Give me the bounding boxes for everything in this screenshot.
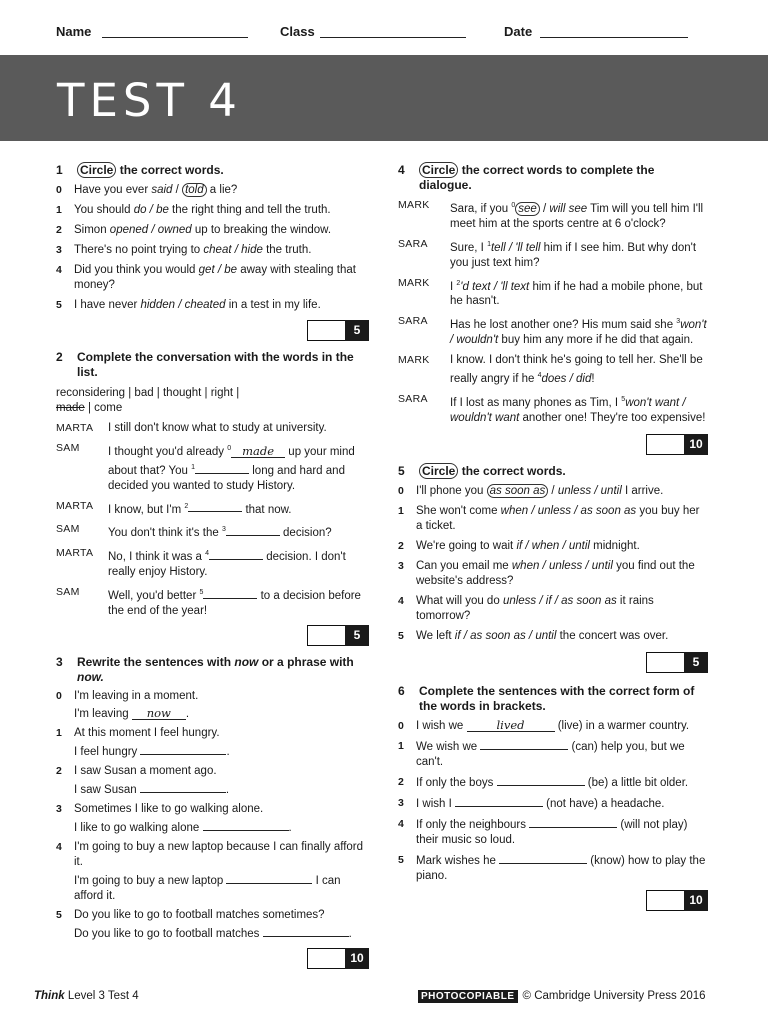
text: midnight. xyxy=(589,539,640,552)
text: / xyxy=(172,184,183,196)
title-band xyxy=(0,55,768,141)
name-label: Name xyxy=(56,24,92,39)
handwritten-answer: made xyxy=(231,445,285,458)
dialogue-line xyxy=(398,353,708,387)
text: I xyxy=(450,280,457,293)
list-item xyxy=(398,594,708,624)
exercise-6 xyxy=(398,684,708,910)
score-total: 10 xyxy=(345,948,369,969)
item-number: 0 xyxy=(56,184,62,196)
rewrite-line xyxy=(74,707,369,722)
text: to a decision before the end of the year! xyxy=(108,589,361,617)
text: If only the boys xyxy=(416,776,497,789)
item-number: 3 xyxy=(56,244,62,256)
text: decision. I don't really enjoy History. xyxy=(108,551,346,579)
circled-answer: told xyxy=(182,183,207,197)
speaker: MARK xyxy=(398,276,430,289)
item-number: 0 xyxy=(398,484,404,497)
exercise-1-heading: 1 Circle the correct words. xyxy=(56,163,224,177)
item-number: 2 xyxy=(56,224,62,236)
text: I wish I xyxy=(416,797,455,810)
answer-blank[interactable] xyxy=(195,463,249,474)
footer-book xyxy=(34,989,139,1004)
circled-answer: as soon as xyxy=(487,484,549,498)
text: another one! They're too expensive! xyxy=(519,411,706,424)
exercise-1-items xyxy=(56,183,369,313)
text: You don't think it's the xyxy=(108,527,222,540)
header-fields xyxy=(0,24,768,42)
text: you buy her a ticket. xyxy=(416,504,700,532)
exercise-2-score xyxy=(56,625,369,645)
text: We left xyxy=(416,629,455,642)
circled-answer: see xyxy=(515,202,540,216)
exercise-3-score xyxy=(56,948,369,968)
text: I wish we xyxy=(416,719,467,732)
item-number: 5 xyxy=(56,299,62,311)
answer-blank[interactable] xyxy=(263,926,349,937)
gap-number: 2 xyxy=(456,279,461,287)
text: / xyxy=(548,484,558,497)
text: you find out the website's address? xyxy=(416,559,695,587)
speaker: MARTA xyxy=(56,547,94,560)
right-column xyxy=(398,163,708,910)
option-words: unless / if / as soon as xyxy=(502,594,617,607)
text: (be) a little bit older. xyxy=(584,776,689,789)
book-title: Think xyxy=(34,990,65,1002)
answer-blank[interactable] xyxy=(203,588,257,599)
item-number: 0 xyxy=(56,689,62,702)
text: If only the neighbours xyxy=(416,818,530,831)
exercise-5-items xyxy=(398,484,708,644)
text: it rains tomorrow? xyxy=(416,594,654,622)
text: ! xyxy=(591,373,595,386)
exercise-5-score xyxy=(398,652,708,672)
item-number: 2 xyxy=(56,764,62,777)
list-item xyxy=(56,840,369,904)
text: We wish we xyxy=(416,740,481,753)
answer-blank[interactable] xyxy=(499,853,587,864)
gap-number: 5 xyxy=(621,396,626,404)
exercise-4-heading: 4 Circle the correct words to complete the dialogue. xyxy=(398,163,655,192)
text: I feel hungry xyxy=(74,745,141,758)
dialogue-line xyxy=(56,499,369,518)
list-item xyxy=(398,775,708,791)
gap-number: 0 xyxy=(227,445,232,452)
text: There's no point trying to xyxy=(74,244,204,256)
score-total: 10 xyxy=(684,434,708,455)
exercise-6-heading: 6 Complete the sentences with the correct form of the words in brackets. xyxy=(398,683,695,713)
item-number: 3 xyxy=(398,559,404,572)
text: I know, but I'm xyxy=(108,503,185,516)
rewrite-line xyxy=(74,744,369,760)
text: him if he had a mobile phone, but he hasn't. xyxy=(450,280,703,308)
speaker: SAM xyxy=(56,442,80,454)
item-number: 5 xyxy=(398,629,404,642)
text: What will you do xyxy=(416,594,503,607)
exercise-6-score xyxy=(398,890,708,910)
gap-number: 4 xyxy=(205,550,210,558)
class-field[interactable] xyxy=(320,37,466,38)
text: up your mind about that? You xyxy=(108,445,355,477)
copyright: © Cambridge University Press 2016 xyxy=(522,990,706,1002)
text: . xyxy=(226,745,230,758)
score-total: 5 xyxy=(345,625,369,646)
text: Did you think you would xyxy=(74,264,199,276)
text: We're going to wait xyxy=(416,539,517,552)
option-words: when / unless / until xyxy=(511,559,613,572)
exercise-3-heading: 3 Rewrite the sentences with now or a phrase with now. xyxy=(56,654,354,684)
option-words: won't want / wouldn't want xyxy=(450,396,686,424)
list-item xyxy=(56,802,369,836)
word-made-crossed: made xyxy=(56,402,85,414)
rewrite-line xyxy=(74,782,369,798)
text: I know. I don't think he's going to tell her. She'll be really angry if he xyxy=(450,354,703,386)
handwritten-answer: now xyxy=(132,707,186,720)
list-item xyxy=(398,739,708,770)
dialogue-line xyxy=(398,198,708,232)
text: (know) how to play the piano. xyxy=(416,854,706,882)
answer-blank[interactable] xyxy=(497,775,585,786)
name-field[interactable] xyxy=(102,37,248,38)
rewrite-line xyxy=(74,873,369,904)
speaker: MARK xyxy=(398,354,430,367)
option-words: hidden / cheated xyxy=(140,299,226,311)
gap-number: 1 xyxy=(487,240,491,248)
answer-blank[interactable] xyxy=(480,739,568,750)
rewrite-line xyxy=(74,820,369,836)
list-item xyxy=(56,183,369,198)
text: I'll phone you xyxy=(416,484,487,497)
exercise-4 xyxy=(398,163,708,454)
option-words: will see xyxy=(549,202,588,215)
text: . xyxy=(288,821,292,834)
item-number: 3 xyxy=(398,796,404,809)
list-item xyxy=(398,817,708,848)
level-test: Level 3 Test 4 xyxy=(64,990,139,1002)
exercise-3 xyxy=(56,655,369,968)
photocopiable-badge: PHOTOCOPIABLE xyxy=(418,990,518,1003)
list-item xyxy=(398,796,708,812)
item-number: 4 xyxy=(56,264,62,276)
option-words: unless / until xyxy=(557,484,622,497)
text: (not have) a headache. xyxy=(542,797,665,810)
list-item xyxy=(56,203,369,218)
exercise-4-score xyxy=(398,434,708,454)
exercise-1 xyxy=(56,163,369,340)
dialogue-line xyxy=(398,314,708,348)
exercise-2-heading: 2 Complete the conversation with the words in the list. xyxy=(56,350,354,379)
option-words: get / be xyxy=(198,264,238,276)
list-item xyxy=(398,539,708,554)
text: / xyxy=(539,202,550,215)
exercise-3-items xyxy=(56,689,369,942)
gap-number: 3 xyxy=(221,526,226,534)
dialogue-line xyxy=(56,441,369,494)
text: Sara, if you xyxy=(450,202,512,215)
list-item xyxy=(398,853,708,884)
date-label: Date xyxy=(504,24,533,39)
option-words: tell / 'll tell xyxy=(490,241,541,254)
text: Have you ever xyxy=(74,184,152,196)
text: Mark wishes he xyxy=(416,854,500,867)
dialogue-line xyxy=(56,585,369,619)
item-number: 4 xyxy=(56,840,62,853)
exercise-1-score xyxy=(56,320,369,340)
item-number: 2 xyxy=(398,539,404,552)
list-item xyxy=(398,629,708,644)
text: . xyxy=(185,707,190,720)
item-number: 1 xyxy=(56,204,62,216)
speaker: SARA xyxy=(398,315,428,328)
question: At this moment I feel hungry. xyxy=(74,726,220,739)
text: in a test in my life. xyxy=(225,299,321,311)
footer-rights xyxy=(418,989,706,1004)
text: I like to go walking alone xyxy=(74,821,203,834)
text: I have never xyxy=(74,299,141,311)
list-item xyxy=(56,689,369,722)
date-field[interactable] xyxy=(540,37,688,38)
text: You should xyxy=(74,204,134,216)
speaker: MARK xyxy=(398,199,430,211)
question: I'm going to buy a new laptop because I can finally afford it. xyxy=(74,840,364,868)
gap-number: 4 xyxy=(537,372,542,380)
text: I saw Susan xyxy=(74,783,140,796)
text: . xyxy=(225,783,230,796)
list-item xyxy=(56,223,369,238)
gap-number: 0 xyxy=(511,202,516,209)
gap-number: 2 xyxy=(184,502,189,510)
option-words: does / did xyxy=(541,373,592,386)
answer-blank[interactable] xyxy=(140,782,226,793)
text: decision? xyxy=(279,527,332,540)
list-item xyxy=(56,764,369,798)
list-item xyxy=(56,263,369,293)
text: No, I think it was a xyxy=(108,551,206,564)
list-item xyxy=(398,504,708,534)
item-number: 2 xyxy=(398,775,404,788)
text: I'm leaving xyxy=(74,707,132,720)
text: Simon xyxy=(74,224,110,236)
dialogue-line xyxy=(398,237,708,271)
option-words: if / when / until xyxy=(516,539,590,552)
rewrite-line xyxy=(74,926,369,942)
text: up to breaking the window. xyxy=(191,224,332,236)
text: (will not play) their music so loud. xyxy=(416,818,688,846)
word-list: reconsidering | bad | thought | right | made | come xyxy=(56,387,240,414)
text: the right thing and tell the truth. xyxy=(168,204,331,216)
exercise-2 xyxy=(56,350,369,645)
text: Tim will you tell him I'll meet him at the sports centre at 6 o'clock? xyxy=(450,202,704,230)
answer-blank[interactable] xyxy=(203,820,289,831)
text: I still don't know what to study at university. xyxy=(108,422,327,434)
item-number: 5 xyxy=(56,908,62,921)
item-number: 4 xyxy=(398,817,404,830)
score-total: 5 xyxy=(684,652,708,673)
text: Well, you'd better xyxy=(108,589,200,602)
text: I'm going to buy a new laptop xyxy=(74,874,227,887)
exercise-6-items xyxy=(398,719,708,884)
question: Sometimes I like to go walking alone. xyxy=(74,802,264,815)
speaker: MARTA xyxy=(56,499,94,512)
text: long and hard and decided you wanted to study History. xyxy=(108,464,345,492)
list-item xyxy=(398,484,708,499)
list-item xyxy=(398,719,708,734)
option-words: opened / owned xyxy=(109,224,192,236)
gap-number: 5 xyxy=(199,589,204,597)
question: I saw Susan a moment ago. xyxy=(74,764,217,777)
answer-blank[interactable] xyxy=(209,549,263,560)
score-total: 10 xyxy=(684,890,708,911)
text: I arrive. xyxy=(621,484,664,497)
item-number: 0 xyxy=(398,719,404,732)
option-words: if / as soon as / until xyxy=(454,629,557,642)
option-words: cheat / hide xyxy=(203,244,263,256)
text: him if I see him. But why don't you just text him? xyxy=(450,241,697,269)
text: . xyxy=(348,927,352,940)
text: buy him any more if he did that again. xyxy=(498,334,694,347)
score-total: 5 xyxy=(345,320,369,341)
text: (can) help you, but we can't. xyxy=(416,740,685,768)
list-item xyxy=(398,559,708,589)
speaker: SAM xyxy=(56,586,80,599)
item-number: 3 xyxy=(56,802,62,815)
option-words: said xyxy=(151,184,173,196)
dialogue-line xyxy=(56,522,369,541)
text: the truth. xyxy=(262,244,312,256)
exercise-4-dialogue xyxy=(398,198,708,426)
answer-blank[interactable] xyxy=(455,796,543,807)
option-words: do / be xyxy=(133,204,169,216)
class-label: Class xyxy=(280,24,315,39)
text: Can you email me xyxy=(416,559,512,572)
text: that now. xyxy=(242,503,292,516)
speaker: SARA xyxy=(398,237,428,250)
speaker: SAM xyxy=(56,523,80,536)
item-number: 1 xyxy=(56,726,62,739)
dialogue-line xyxy=(56,421,369,436)
item-number: 1 xyxy=(398,739,404,752)
option-words: when / unless / as soon as xyxy=(500,504,637,517)
option-words: won't / wouldn't xyxy=(450,319,707,347)
dialogue-line xyxy=(398,392,708,426)
text: the concert was over. xyxy=(556,629,669,642)
page-title: TEST 4 xyxy=(57,74,242,127)
item-number: 1 xyxy=(398,504,404,517)
text: I can afford it. xyxy=(74,874,341,902)
item-number: 4 xyxy=(398,594,404,607)
text: I thought you'd already xyxy=(108,445,228,458)
gap-number: 3 xyxy=(676,318,681,326)
item-number: 5 xyxy=(398,853,404,866)
text: (live) in a warmer country. xyxy=(554,719,690,732)
list-item xyxy=(56,243,369,258)
list-item xyxy=(56,298,369,313)
text: away with stealing that money? xyxy=(74,264,356,291)
exercise-2-dialogue xyxy=(56,421,369,619)
question: I'm leaving in a moment. xyxy=(74,689,199,702)
text: Sure, I xyxy=(450,241,488,254)
list-item xyxy=(56,908,369,942)
option-words: 'd text / 'll text xyxy=(460,280,530,293)
left-column xyxy=(56,163,369,968)
question: Do you like to go to football matches sometimes? xyxy=(74,908,325,921)
list-item xyxy=(56,726,369,760)
text: She won't come xyxy=(416,504,501,517)
answer-blank[interactable] xyxy=(226,873,312,884)
text: Has he lost another one? His mum said she xyxy=(450,319,677,332)
text: If I lost as many phones as Tim, I xyxy=(450,396,622,409)
speaker: MARTA xyxy=(56,422,94,434)
exercise-5-heading: 5 Circle the correct words. xyxy=(398,463,566,478)
speaker: SARA xyxy=(398,393,428,406)
handwritten-answer: lived xyxy=(467,719,555,732)
text: a lie? xyxy=(206,184,238,196)
answer-blank[interactable] xyxy=(529,817,617,828)
dialogue-line xyxy=(56,546,369,580)
answer-blank[interactable] xyxy=(188,501,242,512)
answer-blank[interactable] xyxy=(226,525,280,536)
dialogue-line xyxy=(398,276,708,310)
text: Do you like to go to football matches xyxy=(74,927,263,940)
answer-blank[interactable] xyxy=(140,744,226,755)
gap-number: 1 xyxy=(191,463,196,471)
exercise-5 xyxy=(398,464,708,672)
